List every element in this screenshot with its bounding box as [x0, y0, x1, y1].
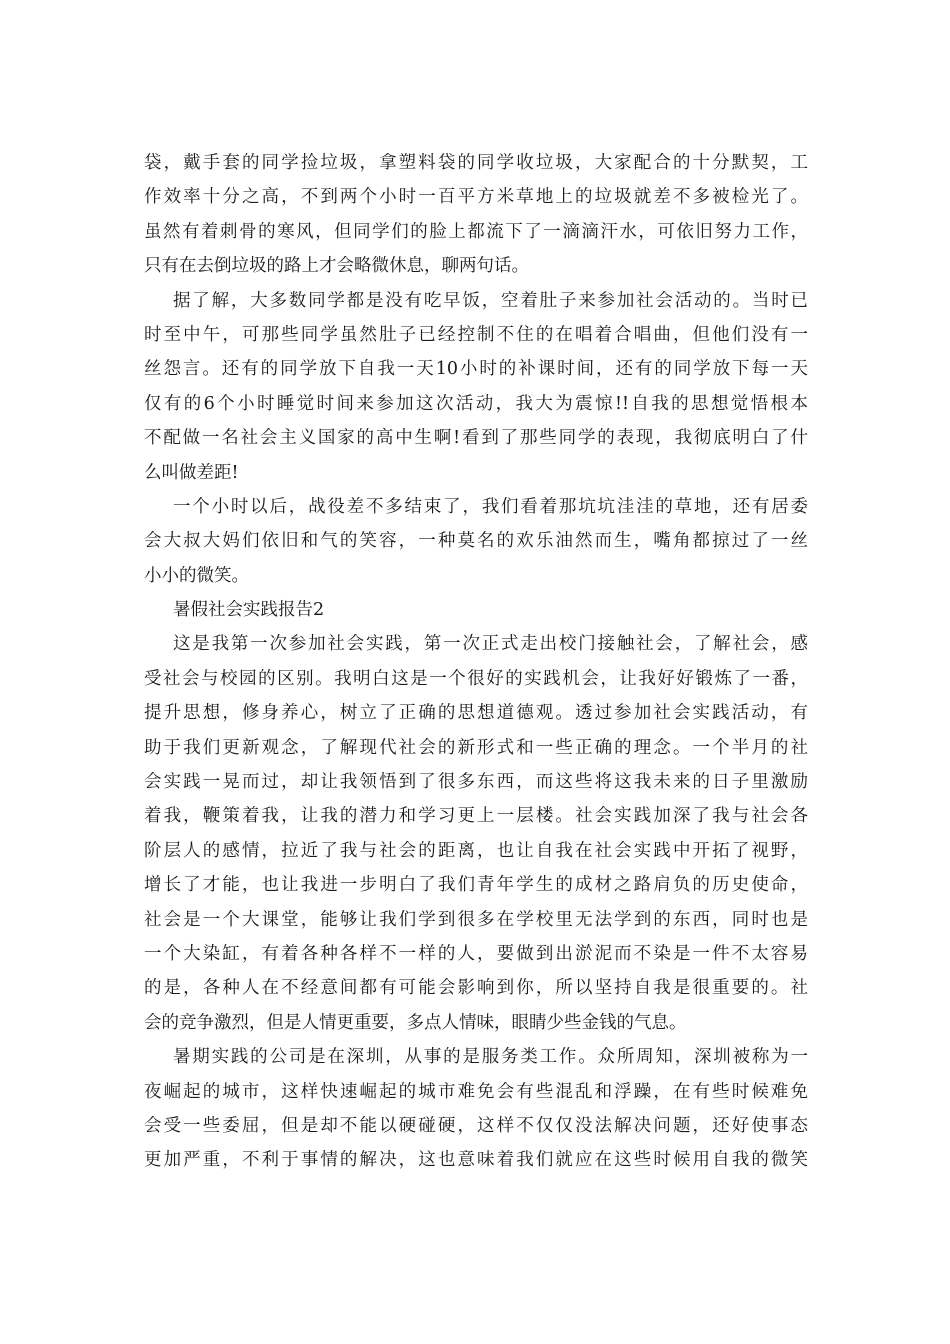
text-line: 小小的微笑。 [144, 565, 249, 586]
text-line: 着我，鞭策着我，让我的潜力和学习更上一层楼。社会实践加深了我与社会各 [144, 806, 808, 827]
text-line: 时至中午，可那些同学虽然肚子已经控制不住的在唱着合唱曲，但他们没有一 [144, 324, 808, 345]
text-line: 仅有的6个小时睡觉时间来参加这次活动，我大为震惊!!自我的思想觉悟根本 [144, 393, 808, 414]
text-line: 作效率十分之高，不到两个小时一百平方米草地上的垃圾就差不多被检光了。 [144, 187, 808, 208]
text-line: 会实践一晃而过，却让我领悟到了很多东西，而这些将这我未来的日子里激励 [144, 772, 808, 793]
text-line: 袋，戴手套的同学捡垃圾，拿塑料袋的同学收垃圾，大家配合的十分默契，工 [144, 153, 808, 173]
text-line: 会受一些委屈，但是却不能以硬碰硬，这样不仅仅没法解决问题，还好使事态 [144, 1115, 808, 1136]
text-line: 助于我们更新观念，了解现代社会的新形式和一些正确的理念。一个半月的社 [144, 737, 808, 758]
text-line: 虽然有着刺骨的寒风，但同学们的脸上都流下了一滴滴汗水，可依旧努力工作， [144, 221, 808, 242]
text-line: 这是我第一次参加社会实践，第一次正式走出校门接触社会，了解社会，感 [173, 634, 808, 655]
text-line: 么叫做差距! [144, 462, 239, 483]
text-line: 会大叔大妈们依旧和气的笑容，一种莫名的欢乐油然而生，嘴角都掠过了一丝 [144, 531, 808, 552]
text-line: 受社会与校园的区别。我明白这是一个很好的实践机会，让我好好锻炼了一番， [144, 668, 808, 689]
text-line: 暑期实践的公司是在深圳，从事的是服务类工作。众所周知，深圳被称为一 [173, 1047, 808, 1068]
text-line: 增长了才能，也让我进一步明白了我们青年学生的成材之路肩负的历史使命， [144, 875, 808, 896]
text-line: 夜崛起的城市，这样快速崛起的城市难免会有些混乱和浮躁，在有些时候难免 [144, 1081, 808, 1102]
text-line: 更加严重，不利于事情的解决，这也意味着我们就应在这些时候用自我的微笑 [144, 1150, 808, 1171]
text-line: 据了解，大多数同学都是没有吃早饭，空着肚子来参加社会活动的。当时已 [173, 290, 808, 311]
text-line: 提升思想，修身养心，树立了正确的思想道德观。透过参加社会实践活动，有 [144, 703, 808, 724]
text-line: 的是，各种人在不经意间都有可能会影响到你，所以坚持自我是很重要的。社 [144, 978, 808, 999]
section-heading: 暑假社会实践报告2 [173, 600, 325, 621]
text-line: 会的竞争激烈，但是人情更重要，多点人情味，眼睛少些金钱的气息。 [144, 1012, 687, 1033]
text-line: 阶层人的感情，拉近了我与社会的距离，也让自我在社会实践中开拓了视野， [144, 840, 808, 861]
text-line: 不配做一名社会主义国家的高中生啊!看到了那些同学的表现，我彻底明白了什 [144, 428, 808, 449]
text-line: 社会是一个大课堂，能够让我们学到很多在学校里无法学到的东西，同时也是 [144, 909, 808, 930]
text-line: 丝怨言。还有的同学放下自我一天10小时的补课时间，还有的同学放下每一天 [144, 359, 808, 380]
text-line: 一个大染缸，有着各种各样不一样的人，要做到出淤泥而不染是一件不太容易 [144, 943, 808, 964]
text-line: 只有在去倒垃圾的路上才会略微休息，聊两句话。 [144, 256, 529, 277]
text-line: 一个小时以后，战役差不多结束了，我们看着那坑坑洼洼的草地，还有居委 [173, 496, 808, 517]
document-body [144, 146, 808, 1178]
